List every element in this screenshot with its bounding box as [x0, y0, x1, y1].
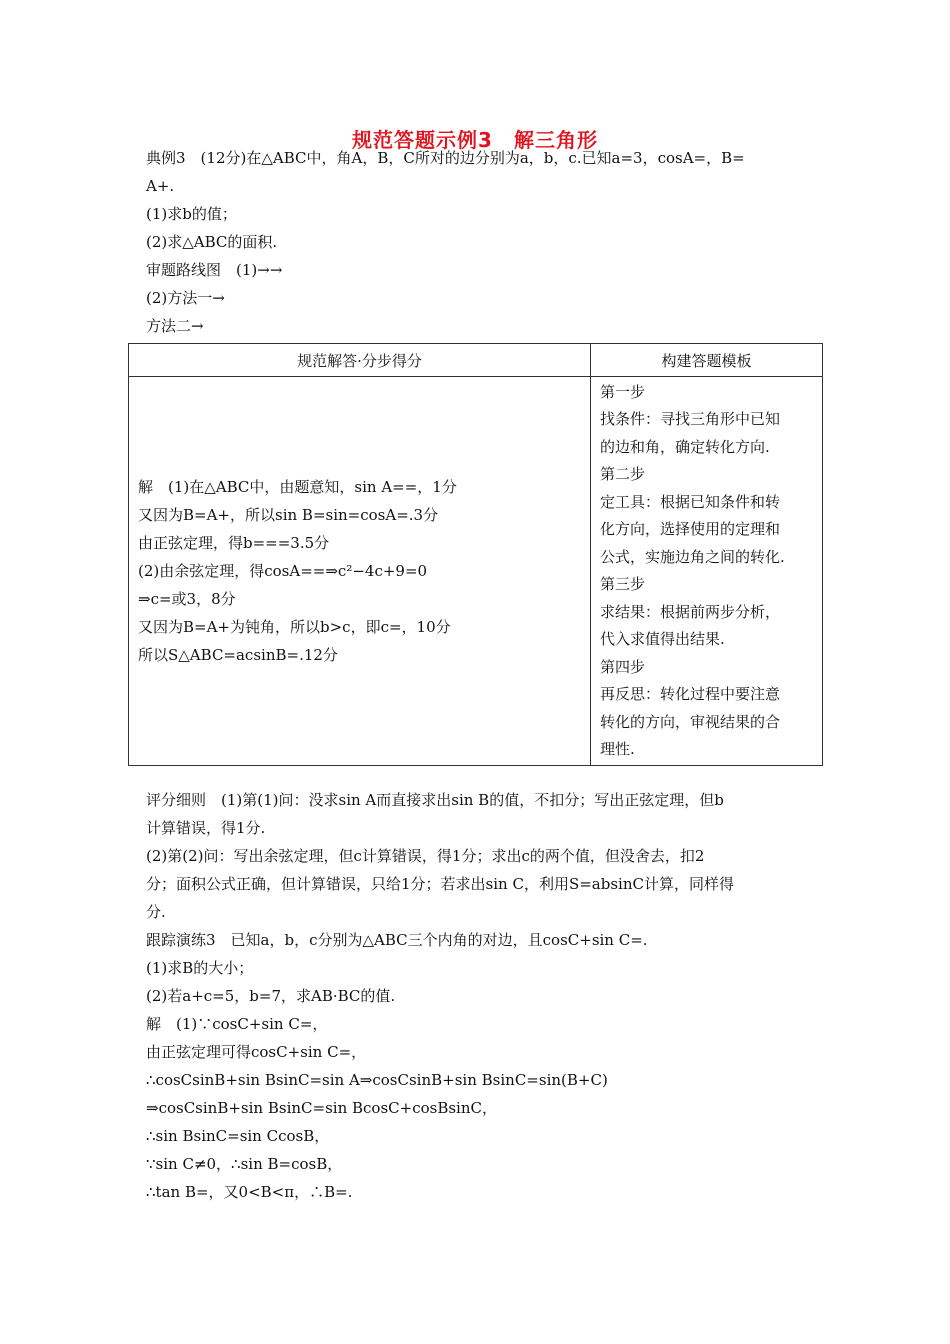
- route-map-3: 方法二→: [146, 317, 204, 335]
- template-line: 公式，实施边角之间的转化.: [600, 547, 785, 566]
- practice-line-7: ⇒cosCsinB+sin BsinC=sin BcosC+cosBsinC，: [146, 1099, 497, 1117]
- practice-line-3: (2)若a+c=5，b=7，求AB·BC的值.: [146, 987, 396, 1005]
- solution-line: (2)由余弦定理，得cosA==⇒c²−4c+9=0: [138, 562, 428, 580]
- template-cell: [591, 377, 823, 766]
- template-line: 再反思：转化过程中要注意: [600, 685, 781, 703]
- scoring-line-3: (2)第(2)问：写出余弦定理，但c计算错误，得1分；求出c的两个值，但没舍去，扣2: [146, 847, 705, 865]
- practice-line-10: ∴tan B=，又0<B<π，∴B=.: [146, 1183, 353, 1201]
- template-line: 求结果：根据前两步分析，: [600, 602, 781, 621]
- template-line: 理性.: [600, 740, 635, 758]
- solution-line: 又因为B=A+为钝角，所以b>c，即c=，10分: [138, 618, 451, 636]
- solution-line: ⇒c=或3，8分: [138, 590, 236, 608]
- scoring-line-4: 分；面积公式正确，但计算错误，只给1分；若求出sin C，利用S=absinC计算，同样得: [146, 875, 734, 893]
- template-line: 的边和角，确定转化方向.: [600, 437, 770, 456]
- template-line: 第一步: [600, 382, 646, 401]
- problem-line-1: 典例3 (12分)在△ABC中，角A，B，C所对的边分别为a，b，c.已知a=3，cosA=，B=: [146, 149, 745, 167]
- route-map-2: (2)方法一→: [146, 289, 225, 307]
- solution-line: 又因为B=A+，所以sin B=sin=cosA=.3分: [138, 506, 439, 524]
- practice-line-1: 跟踪演练3 已知a，b，c分别为△ABC三个内角的对边，且cosC+sin C=.: [146, 931, 648, 949]
- question-2: (2)求△ABC的面积.: [146, 233, 278, 251]
- template-line: 代入求值得出结果.: [600, 630, 725, 648]
- solution-table: [128, 343, 823, 766]
- template-line: 定工具：根据已知条件和转: [600, 492, 781, 511]
- practice-line-6: ∴cosCsinB+sin BsinC=sin A⇒cosCsinB+sin BsinC=sin(B+C): [146, 1071, 608, 1089]
- table-header-template: 构建答题模板: [591, 344, 823, 377]
- scoring-line-1: 评分细则 (1)第(1)问：没求sin A而直接求出sin B的值，不扣分；写出正弦定理，但b: [146, 791, 724, 809]
- solution-line: 所以S△ABC=acsinB=.12分: [138, 646, 338, 664]
- route-map-1: 审题路线图 (1)→→: [146, 261, 283, 279]
- template-line: 转化的方向，审视结果的合: [600, 712, 781, 731]
- question-1: (1)求b的值；: [146, 205, 237, 223]
- template-line: 第二步: [600, 465, 646, 483]
- practice-line-4: 解 (1)∵cosC+sin C=，: [146, 1015, 328, 1033]
- practice-line-5: 由正弦定理可得cosC+sin C=，: [146, 1043, 367, 1061]
- practice-line-9: ∵sin C≠0，∴sin B=cosB，: [146, 1155, 343, 1173]
- scoring-line-2: 计算错误，得1分.: [146, 819, 266, 837]
- template-line: 第三步: [600, 575, 646, 593]
- template-line: 找条件：寻找三角形中已知: [600, 410, 781, 428]
- practice-line-8: ∴sin BsinC=sin CcosB，: [146, 1127, 330, 1145]
- template-line: 化方向，选择使用的定理和: [600, 520, 781, 538]
- scoring-line-5: 分.: [146, 903, 166, 921]
- solution-cell: [129, 377, 591, 766]
- solution-line: 解 (1)在△ABC中，由题意知，sin A==，1分: [138, 478, 457, 496]
- template-line: 第四步: [600, 657, 646, 676]
- problem-line-2: A+.: [146, 177, 175, 195]
- table-header-solution: 规范解答·分步得分: [129, 344, 591, 377]
- solution-line: 由正弦定理，得b===3.5分: [138, 534, 330, 552]
- practice-line-2: (1)求B的大小；: [146, 959, 254, 977]
- page-title: 规范答题示例3 解三角形: [352, 128, 598, 152]
